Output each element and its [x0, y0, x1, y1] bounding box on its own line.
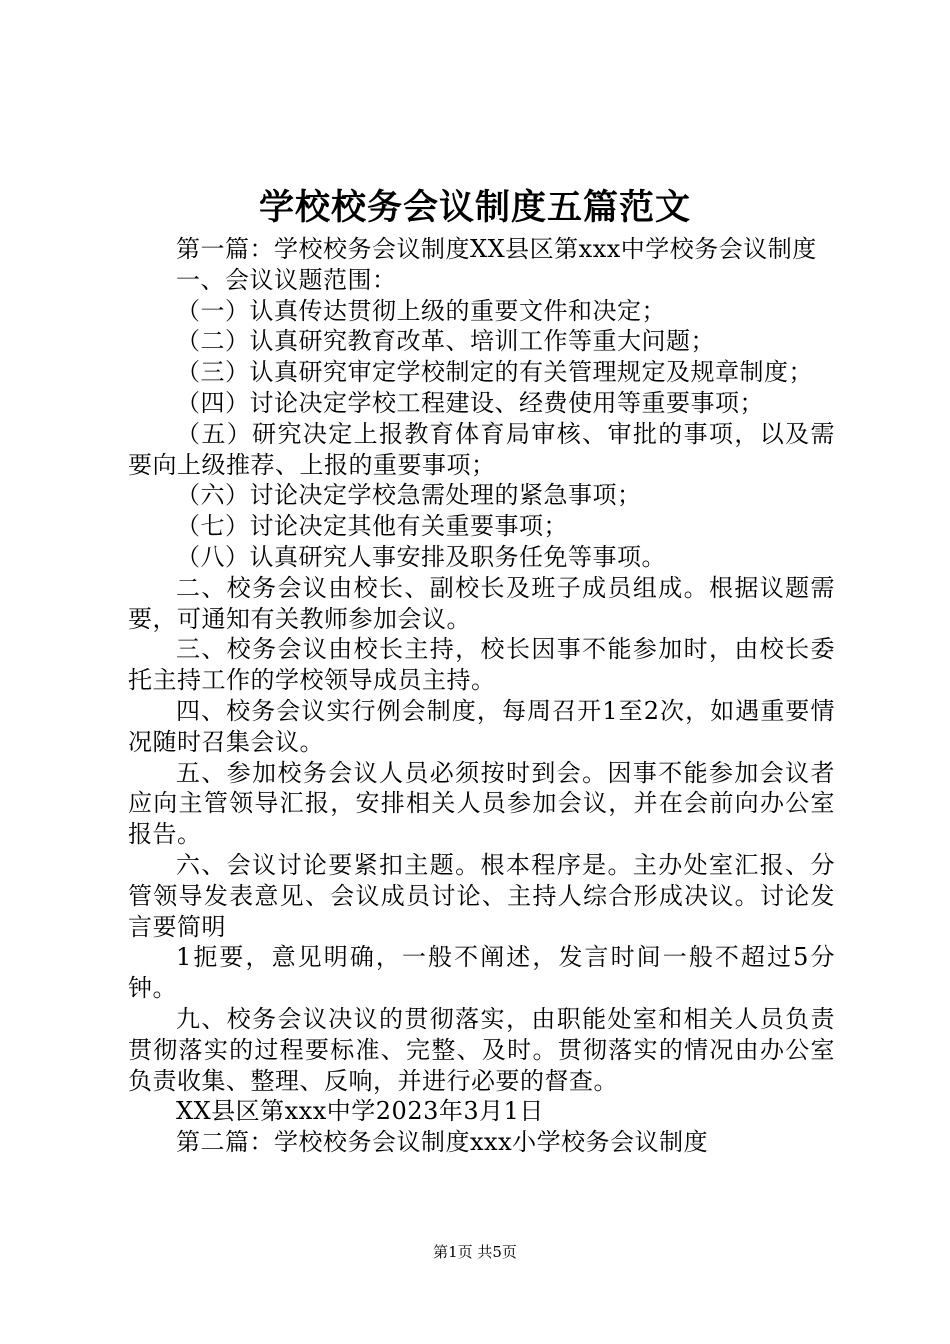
paragraph: （一）认真传达贯彻上级的重要文件和决定；	[176, 296, 666, 325]
paragraph: 五、参加校务会议人员必须按时到会。因事不能参加会议者应向主管领导汇报，安排相关人员参加会议，并在会前向办公室报告。	[128, 758, 835, 849]
paragraph: 第一篇：学校校务会议制度XX县区第xxx中学校务会议制度	[176, 235, 817, 263]
paragraph: 一、会议议题范围：	[176, 265, 397, 294]
document-title: 学校校务会议制度五篇范文	[258, 187, 691, 228]
paragraph: 1扼要，意见明确，一般不阐述，发言时间一般不超过5分钟。	[128, 943, 835, 1003]
document-body	[128, 234, 835, 1158]
paragraph: （六）讨论决定学校急需处理的紧急事项；	[176, 481, 642, 510]
paragraph: （三）认真研究审定学校制定的有关管理规定及规章制度；	[176, 358, 813, 387]
paragraph: （四）讨论决定学校工程建设、经费使用等重要事项；	[176, 388, 764, 417]
paragraph: （五）研究决定上报教育体育局审核、审批的事项，以及需要向上级推荐、上报的重要事项；	[128, 419, 835, 479]
paragraph: XX县区第xxx中学2023年3月1日	[176, 1097, 544, 1126]
page-number-footer: 第1页 共5页	[433, 1243, 517, 1261]
paragraph: 三、校务会议由校长主持，校长因事不能参加时，由校长委托主持工作的学校领导成员主持。	[128, 635, 835, 695]
paragraph: 四、校务会议实行例会制度，每周召开1至2次，如遇重要情况随时召集会议。	[128, 696, 835, 756]
paragraph: 第二篇：学校校务会议制度xxx小学校务会议制度	[176, 1128, 709, 1157]
paragraph: （七）讨论决定其他有关重要事项；	[176, 512, 568, 541]
paragraph: （八）认真研究人事安排及职务任免等事项。	[176, 542, 666, 571]
paragraph: 六、会议讨论要紧扣主题。根本程序是。主办处室汇报、分管领导发表意见、会议成员讨论、主持人综合形成决议。讨论发言要简明	[128, 850, 835, 941]
paragraph: 九、校务会议决议的贯彻落实，由职能处室和相关人员负责贯彻落实的过程要标准、完整、及时。贯彻落实的情况由办公室负责收集、整理、反响，并进行必要的督查。	[128, 1004, 835, 1095]
paragraph: （二）认真研究教育改革、培训工作等重大问题；	[176, 327, 715, 356]
paragraph: 二、校务会议由校长、副校长及班子成员组成。根据议题需要，可通知有关教师参加会议。	[128, 573, 835, 633]
